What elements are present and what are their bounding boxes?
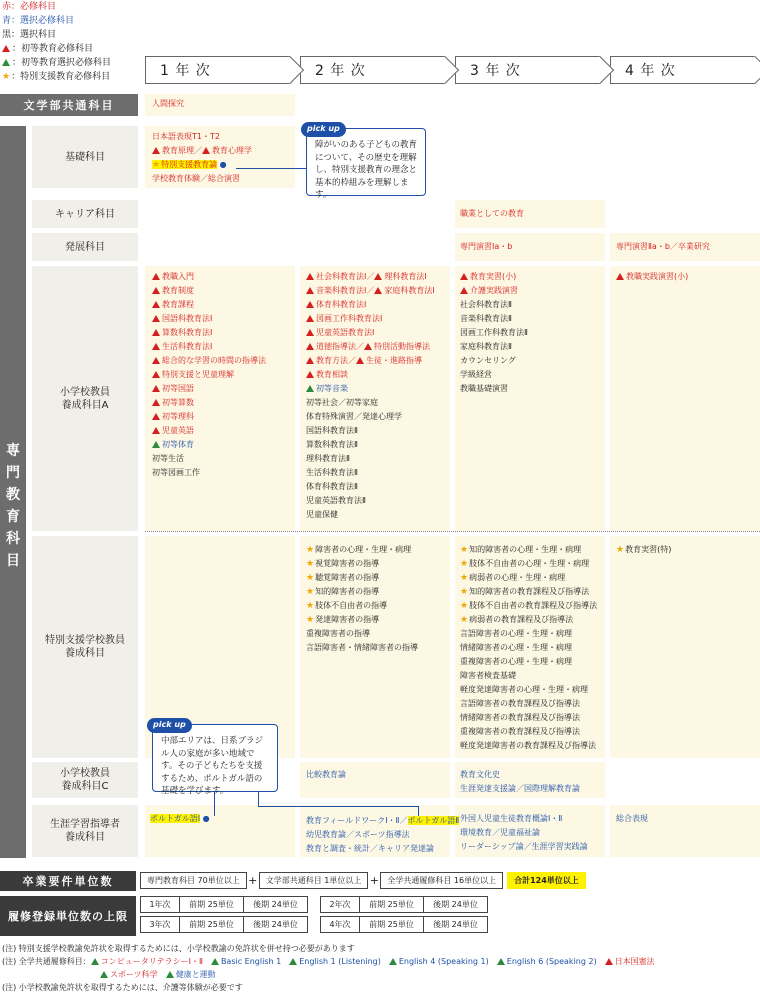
red-triangle-icon: [306, 371, 314, 378]
course-item: 児童英語教育法Ⅱ: [306, 496, 366, 505]
course-item: 初等社会／初等家庭: [306, 398, 378, 407]
course-item: ★特別支援教育論 ●: [152, 160, 227, 170]
note-course: English 4 (Speaking 1): [389, 957, 489, 966]
shogakkoA-label: 小学校教員 養成科目A: [32, 266, 138, 531]
credit-box: 文学部共通科目 1単位以上: [259, 872, 369, 889]
legend-blue: 青：選択必修科目: [2, 16, 75, 26]
red-triangle-icon: [152, 343, 160, 350]
year-3: 3 年 次: [455, 56, 600, 84]
course-item: ★肢体不自由者の指導: [306, 601, 388, 611]
course-item: 初等図画工作: [152, 468, 200, 477]
course-item: カウンセリング: [460, 356, 516, 365]
year-4: 4 年 次: [610, 56, 755, 84]
course-item: 教育相談: [306, 368, 435, 382]
red-triangle-icon: [152, 427, 160, 434]
course-item: 学級経営: [460, 370, 492, 379]
red-triangle-icon: [152, 399, 160, 406]
course-item: 障害者検査基礎: [460, 671, 516, 680]
shogakkoA-y3-items: [460, 270, 528, 396]
limit-cell: 4年次: [320, 916, 360, 933]
course-item: 道徳指導法／ 特別活動指導法: [306, 340, 435, 354]
limit-cell: 前期 25単位: [180, 896, 244, 913]
note-2b: [100, 968, 224, 981]
legend-tri-red: ：初等教育必修科目: [2, 42, 111, 56]
note-course: 日本国憲法: [605, 957, 655, 966]
limit-cell: 1年次: [140, 896, 180, 913]
total-box: 合計124単位以上: [507, 872, 586, 889]
course-item: 初等算数: [152, 396, 266, 410]
bungakubu-y1: 人間探究: [152, 99, 184, 108]
course-item: 音楽科教育法Ⅱ: [460, 314, 512, 323]
course-item: 初等理科: [152, 410, 266, 424]
course-item: 言語障害者の教育課程及び指導法: [460, 699, 580, 708]
course-item: ★肢体不自由者の教育課程及び指導法: [460, 601, 598, 611]
kiso-label: 基礎科目: [32, 126, 138, 188]
red-triangle-icon: [374, 273, 382, 280]
course-item: 教育方法／ 生徒・進路指導: [306, 354, 435, 368]
green-triangle-icon: [211, 958, 219, 965]
course-item: 軽度発達障害者の心理・生理・病理: [460, 685, 588, 694]
tokubetsu-label: 特別支援学校教員 養成科目: [32, 536, 138, 758]
course-item: 日本語表現T1・T2: [152, 132, 220, 141]
star-icon: ★: [460, 587, 469, 597]
course-item: ★聴覚障害者の指導: [306, 573, 380, 583]
pickup2-connector: [258, 792, 259, 806]
shogai-y1: ポルトガル語Ⅰ ●: [150, 814, 210, 823]
star-icon: ★: [306, 559, 315, 569]
green-triangle-icon: [497, 958, 505, 965]
red-triangle-icon: [306, 329, 314, 336]
limit-cell: 2年次: [320, 896, 360, 913]
course-item: 児童英語: [152, 424, 266, 438]
course-item: 家庭科教育法Ⅱ: [460, 342, 512, 351]
limit-cell: 前期 25単位: [180, 916, 244, 933]
course-item: 重複障害者の教育課程及び指導法: [460, 727, 580, 736]
course-item: 児童保健: [306, 510, 338, 519]
course-item: 教育原理／ 教育心理学: [152, 144, 252, 158]
pickup-tag: pick up: [301, 122, 346, 137]
green-triangle-icon: [91, 958, 99, 965]
shogakkoA-y2-items: [306, 270, 435, 522]
green-triangle-icon: [152, 441, 160, 448]
tokubetsu-y4-cell: [610, 536, 760, 758]
career-label: キャリア科目: [32, 200, 138, 228]
limit-cell: 前期 25単位: [360, 896, 424, 913]
tokubetsu-y3-items: [460, 543, 597, 753]
course-item: 体育科教育法Ⅱ: [306, 482, 358, 491]
note-course: Basic English 1: [211, 957, 281, 966]
red-triangle-icon: [460, 287, 468, 294]
course-item: ★視覚障害者の指導: [306, 559, 380, 569]
course-item: ★知的障害者の教育課程及び指導法: [460, 587, 590, 597]
star-icon: ★: [306, 545, 315, 555]
red-triangle-icon: [152, 273, 160, 280]
course-item: 生活科教育法Ⅱ: [306, 468, 358, 477]
shogai-y4: 総合表現: [616, 814, 648, 823]
course-item: 情緒障害者の心理・生理・病理: [460, 643, 572, 652]
course-item: 言語障害者の心理・生理・病理: [460, 629, 572, 638]
note-course: English 1 (Listening): [289, 957, 381, 966]
red-triangle-icon: [306, 357, 314, 364]
course-item: ★発達障害者の指導: [306, 615, 380, 625]
red-triangle-icon: [356, 357, 364, 364]
red-triangle-icon: [605, 958, 613, 965]
rishu-label: 履修登録単位数の上限: [0, 896, 136, 936]
course-item: 重複障害者の指導: [306, 629, 370, 638]
hatten-y3: 専門演習Ⅰa・b: [460, 242, 513, 251]
course-item: 初等体育: [152, 438, 266, 452]
legend: [2, 0, 111, 84]
legend-star: ★：特別支援教育必修科目: [2, 72, 111, 82]
star-icon: ★: [306, 573, 315, 583]
course-item: ★知的障害者の心理・生理・病理: [460, 545, 582, 555]
star-icon: ★: [460, 545, 469, 555]
note-2: (注) 全学共通履修科目： コンピュータリテラシーⅠ・Ⅱ Basic English 1 English 1 (Listening) English 4 (Speaking 1) English 6 (Speaking 2) 日本国憲法: [2, 957, 655, 966]
star-icon: ★: [616, 545, 625, 555]
course-item: ★教育実習(特): [616, 545, 672, 555]
course-item: 教職入門: [152, 270, 266, 284]
limit-cell: 後期 24単位: [244, 896, 308, 913]
tokubetsu-y2-items: [306, 543, 418, 655]
red-triangle-icon: [152, 357, 160, 364]
row-divider: [145, 531, 760, 532]
hatten-y4: 専門演習Ⅱa・b／卒業研究: [616, 242, 710, 251]
credit-box: 専門教育科目 70単位以上: [140, 872, 247, 889]
course-item: 体育特殊演習／発達心理学: [306, 412, 402, 421]
red-triangle-icon: [364, 343, 372, 350]
hatten-label: 発展科目: [32, 233, 138, 261]
course-item: ★肢体不自由者の心理・生理・病理: [460, 559, 590, 569]
course-item: 情緒障害者の教育課程及び指導法: [460, 713, 580, 722]
note-course: コンピュータリテラシーⅠ・Ⅱ: [91, 957, 203, 966]
shogakkoC-y2: 比較教育論: [306, 770, 346, 779]
course-item: 特別支援と児童理解: [152, 368, 266, 382]
shogakkoA-y4-cell: [610, 266, 760, 531]
note-course: English 6 (Speaking 2): [497, 957, 597, 966]
course-item: 教職基礎演習: [460, 384, 508, 393]
note-course: スポーツ科学: [100, 970, 158, 979]
pickup2-connector: [258, 806, 418, 807]
shogakkoC-y3: 教育文化史 生涯発達支援論／国際理解教育論: [460, 770, 580, 793]
shogakkoA-y1-items: [152, 270, 266, 480]
note-course: 健康と運動: [166, 970, 216, 979]
red-triangle-icon: [306, 315, 314, 322]
red-triangle-icon: [152, 329, 160, 336]
red-triangle-icon: [306, 343, 314, 350]
course-item: 図画工作科教育法Ⅰ: [306, 312, 435, 326]
course-item: 教育課程: [152, 298, 266, 312]
course-item: 初等音楽: [306, 382, 435, 396]
credit-box: 全学共通履修科目 16単位以上: [380, 872, 503, 889]
star-icon: ★: [460, 601, 469, 611]
green-triangle-icon: [289, 958, 297, 965]
course-item: 学校教育体験／総合演習: [152, 174, 240, 183]
note-3: (注) 小学校教諭免許状を取得するためには、介護等体験が必要です: [2, 983, 243, 992]
red-triangle-icon: [374, 287, 382, 294]
legend-tri-green: ：初等教育選択必修科目: [2, 56, 111, 70]
tokubetsu-y4-items: [616, 543, 671, 557]
course-item: 言語障害者・情緒障害者の指導: [306, 643, 418, 652]
senmon-label: 専門教育科目: [6, 443, 20, 569]
course-item: ★知的障害者の指導: [306, 587, 380, 597]
red-triangle-icon: [152, 385, 160, 392]
kiso-connector: [236, 168, 306, 169]
course-item: 教育制度: [152, 284, 266, 298]
limit-cell: 後期 24単位: [424, 916, 488, 933]
kiso-pickup: pick up 障がいのある子どもの教育について、その歴史を理解し、特別支援教育の理念と基本的枠組みを理解します。: [306, 128, 426, 196]
sotsugyo-boxes: 専門教育科目 70単位以上 + 文学部共通科目 1単位以上 + 全学共通履修科目 16単位以上 合計124単位以上: [140, 872, 586, 889]
green-triangle-icon: [2, 59, 10, 66]
course-item: 軽度発達障害者の教育課程及び指導法: [460, 741, 596, 750]
pickup-tag: pick up: [147, 718, 192, 733]
red-triangle-icon: [152, 315, 160, 322]
star-icon: ★: [306, 601, 315, 611]
limit-cell: 3年次: [140, 916, 180, 933]
shogai-y2: 教育フィールドワークⅠ・Ⅱ／ポルトガル語Ⅱ 幼児教育論／スポーツ指導法 教育と調査・統計／キャリア発達論: [306, 816, 460, 853]
star-icon: ★: [306, 615, 315, 625]
shogai-y3: 外国人児童生徒教育概論Ⅰ・Ⅱ 環境教育／児童福祉論 リーダーシップ論／生涯学習実践論: [460, 814, 588, 851]
star-icon: ★: [306, 587, 315, 597]
star-icon: ★: [2, 72, 11, 82]
pickup2-connector: [418, 806, 419, 816]
year-2: 2 年 次: [300, 56, 445, 84]
pickup2-connector: [214, 792, 215, 816]
course-item: 国語科教育法Ⅰ: [152, 312, 266, 326]
course-item: 国語科教育法Ⅱ: [306, 426, 358, 435]
course-item: 教育実習(小): [460, 270, 528, 284]
course-item: 図画工作科教育法Ⅱ: [460, 328, 528, 337]
red-triangle-icon: [152, 371, 160, 378]
year-1: 1 年 次: [145, 56, 290, 84]
red-triangle-icon: [306, 287, 314, 294]
kiso-y1-items: [152, 130, 252, 186]
course-item: 生活科教育法Ⅰ: [152, 340, 266, 354]
red-triangle-icon: [306, 273, 314, 280]
course-item: 算数科教育法Ⅱ: [306, 440, 358, 449]
course-item: ★病弱者の心理・生理・病理: [460, 573, 566, 583]
red-triangle-icon: [460, 273, 468, 280]
sotsugyo-label: 卒業要件単位数: [0, 871, 136, 891]
course-item: 算数科教育法Ⅰ: [152, 326, 266, 340]
course-item: 初等生活: [152, 454, 184, 463]
course-item: ★病弱者の教育課程及び指導法: [460, 615, 574, 625]
course-item: 音楽科教育法Ⅰ／ 家庭科教育法Ⅰ: [306, 284, 435, 298]
course-item: 社会科教育法Ⅱ: [460, 300, 512, 309]
bungakubu-label: 文学部共通科目: [0, 94, 138, 116]
star-icon: ★: [460, 559, 469, 569]
course-item: 総合的な学習の時間の指導法: [152, 354, 266, 368]
course-item: 介護実践演習: [460, 284, 528, 298]
shogakkoA-y4-items: [616, 270, 688, 284]
course-item: 初等国語: [152, 382, 266, 396]
red-triangle-icon: [152, 413, 160, 420]
course-item: 体育科教育法Ⅰ: [306, 298, 435, 312]
limit-cell: 前期 25単位: [360, 916, 424, 933]
legend-red: 赤：必修科目: [2, 2, 57, 12]
green-triangle-icon: [100, 971, 108, 978]
limit-cell: 後期 24単位: [424, 896, 488, 913]
green-triangle-icon: [306, 385, 314, 392]
rishu-table: [140, 896, 488, 936]
shogai-label: 生涯学習指導者 養成科目: [32, 805, 138, 857]
star-icon: ★: [460, 615, 469, 625]
course-item: 社会科教育法Ⅰ／ 理科教育法Ⅰ: [306, 270, 435, 284]
red-triangle-icon: [306, 301, 314, 308]
red-triangle-icon: [616, 273, 624, 280]
legend-black: 黒：選択科目: [2, 30, 57, 40]
career-y3: 職業としての教育: [460, 209, 524, 218]
course-item: 重複障害者の心理・生理・病理: [460, 657, 572, 666]
green-triangle-icon: [166, 971, 174, 978]
red-triangle-icon: [152, 287, 160, 294]
green-triangle-icon: [389, 958, 397, 965]
course-item: 教職実践演習(小): [616, 270, 688, 284]
note-1: (注) 特別支援学校教諭免許状を取得するためには、小学校教諭の免許状を併せ持つ必要があります: [2, 944, 355, 953]
course-item: ★障害者の心理・生理・病理: [306, 545, 412, 555]
tokubetsu-pickup: pick up 中部エリアは、日系ブラジル人の家庭が多い地域です。その子どもたちを支援するため、ポルトガル語の基礎を学びます。: [152, 724, 278, 792]
shogakkoC-label: 小学校教員 養成科目C: [32, 762, 138, 798]
star-icon: ★: [460, 573, 469, 583]
limit-cell: 後期 24単位: [244, 916, 308, 933]
red-triangle-icon: [152, 301, 160, 308]
red-triangle-icon: [2, 45, 10, 52]
course-item: 理科教育法Ⅱ: [306, 454, 350, 463]
course-item: 児童英語教育法Ⅰ: [306, 326, 435, 340]
